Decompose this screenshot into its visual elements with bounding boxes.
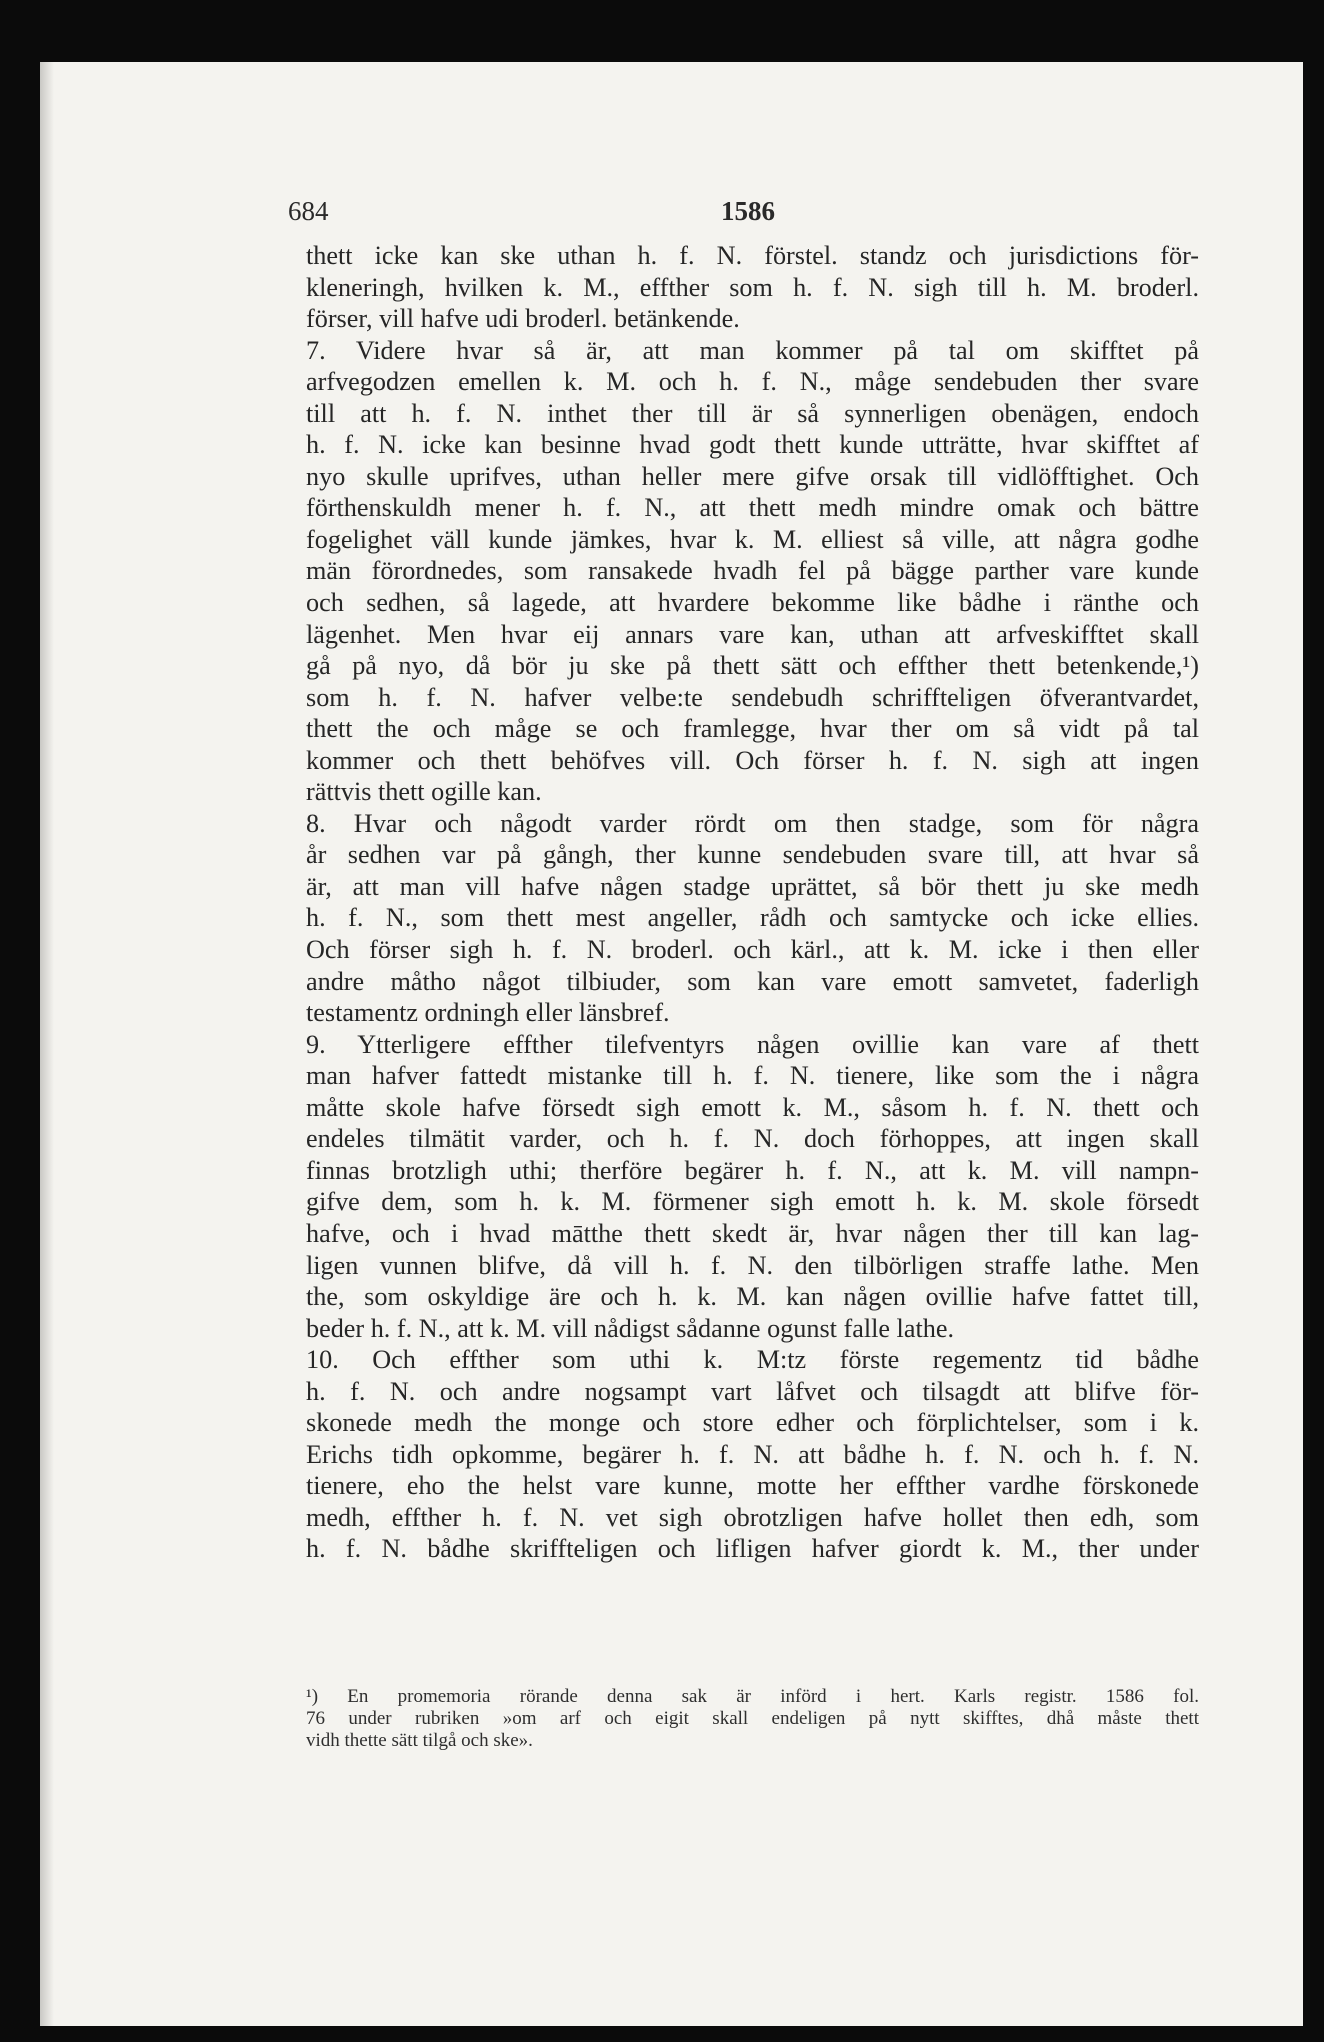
text-line: the, som oskyldige äre och h. k. M. kan någen ovillie hafve fattet till, <box>306 1282 1199 1312</box>
text-line: h. f. N., som thett mest angeller, rådh och samtycke och icke ellies. <box>306 903 1199 933</box>
text-line: kleneringh, hvilken k. M., effther som h. f. N. sigh till h. M. broderl. <box>306 272 1199 302</box>
text-line: kommer och thett behöfves vill. Och förser h. f. N. sigh att ingen <box>306 745 1199 775</box>
text-line: förthenskuldh mener h. f. N., att thett medh mindre omak och bättre <box>306 493 1199 523</box>
page-gutter-shadow <box>40 62 54 2026</box>
body-text <box>306 240 1199 1565</box>
text-line: lägenhet. Men hvar eij annars vare kan, uthan att arfveskifftet skall <box>306 619 1199 649</box>
text-line: och sedhen, så lagede, att hvardere bekomme like bådhe i ränthe och <box>306 588 1199 618</box>
footnote-line: ¹) En promemoria rörande denna sak är införd i hert. Karls registr. 1586 fol. <box>306 1686 1199 1707</box>
text-line: skonede medh the monge och store edher och förplichtelser, som i k. <box>306 1408 1199 1438</box>
text-line: måtte skole hafve försedt sigh emott k. M., såsom h. f. N. thett och <box>306 1092 1199 1122</box>
text-line: finnas brotzligh uthi; therföre begärer h. f. N., att k. M. vill nampn- <box>306 1155 1199 1185</box>
text-line: gå på nyo, då bör ju ske på thett sätt och effther thett betenkende,¹) <box>306 651 1199 681</box>
text-line: är, att man vill hafve någen stadge uprättet, så bör thett ju ske medh <box>306 871 1199 901</box>
text-line: gifve dem, som h. k. M. förmener sigh emott h. k. M. skole försedt <box>306 1187 1199 1217</box>
text-line: som h. f. N. hafver velbe:te sendebudh schriffteligen öfverantvardet, <box>306 682 1199 712</box>
footnote-line: vidh thette sätt tilgå och ske». <box>306 1730 533 1751</box>
text-line: ligen vunnen blifve, då vill h. f. N. den tilbörligen straffe lathe. Men <box>306 1250 1199 1280</box>
text-line: h. f. N. bådhe skriffteligen och lifligen hafver giordt k. M., ther under <box>306 1534 1199 1564</box>
text-line: endeles tilmätit varder, och h. f. N. doch förhoppes, att ingen skall <box>306 1124 1199 1154</box>
text-line: rättvis thett ogille kan. <box>306 777 542 807</box>
text-line: Erichs tidh opkomme, begärer h. f. N. att bådhe h. f. N. och h. f. N. <box>306 1439 1199 1469</box>
year-heading: 1586 <box>721 196 775 226</box>
text-line: medh, effther h. f. N. vet sigh obrotzligen hafve hollet then edh, som <box>306 1502 1199 1532</box>
text-line: fogelighet väll kunde jämkes, hvar k. M. elliest så ville, att några godhe <box>306 524 1199 554</box>
running-head <box>288 196 1208 232</box>
text-line: Och förser sigh h. f. N. broderl. och kärl., att k. M. icke i then eller <box>306 935 1199 965</box>
text-line: thett icke kan ske uthan h. f. N. förstel. standz och jurisdictions för- <box>306 241 1199 270</box>
text-line: år sedhen var på gångh, ther kunne sendebuden svare till, att hvar så <box>306 840 1199 870</box>
footnote-line: 76 under rubriken »om arf och eigit skall endeligen på nytt skifftes, dhå måste thett <box>306 1708 1199 1729</box>
text-line: nyo skulle uprifves, uthan heller mere gifve orsak till vidlöfftighet. Och <box>306 461 1199 491</box>
text-line: thett the och måge se och framlegge, hvar ther om så vidt på tal <box>306 714 1199 744</box>
text-line: tienere, eho the helst vare kunne, motte her effther vardhe förskonede <box>306 1471 1199 1501</box>
text-line: h. f. N. icke kan besinne hvad godt thett kunde utträtte, hvar skifftet af <box>306 430 1199 460</box>
text-line: man hafver fattedt mistanke till h. f. N. tienere, like som the i några <box>306 1061 1199 1091</box>
text-line: hafve, och i hvad mātthe thett skedt är, hvar någen ther till kan lag- <box>306 1218 1199 1248</box>
text-line: till att h. f. N. inthet ther till är så synnerligen obenägen, endoch <box>306 398 1199 428</box>
text-line: testamentz ordningh eller länsbref. <box>306 998 670 1028</box>
text-line: beder h. f. N., att k. M. vill nådigst sådanne ogunst falle lathe. <box>306 1313 954 1343</box>
text-line: förser, vill hafve udi broderl. betänkende. <box>306 304 740 334</box>
page-number: 684 <box>288 196 329 226</box>
text-line: 7. Videre hvar så är, att man kommer på tal om skifftet på <box>306 335 1199 365</box>
text-line: 8. Hvar och någodt varder rördt om then stadge, som för några <box>306 808 1199 838</box>
text-line: h. f. N. och andre nogsampt vart låfvet och tilsagdt att blifve för- <box>306 1376 1199 1406</box>
text-line: 9. Ytterligere effther tilefventyrs någen ovillie kan vare af thett <box>306 1029 1199 1059</box>
text-line: män förordnedes, som ransakede hvadh fel på bägge parther vare kunde <box>306 556 1199 586</box>
text-line: 10. Och effther som uthi k. M:tz förste regementz tid bådhe <box>306 1345 1199 1375</box>
text-line: arfvegodzen emellen k. M. och h. f. N., måge sendebuden ther svare <box>306 367 1199 397</box>
footnote-block <box>306 1686 1199 1752</box>
text-line: andre måtho något tilbiuder, som kan vare emott samvetet, faderligh <box>306 966 1199 996</box>
